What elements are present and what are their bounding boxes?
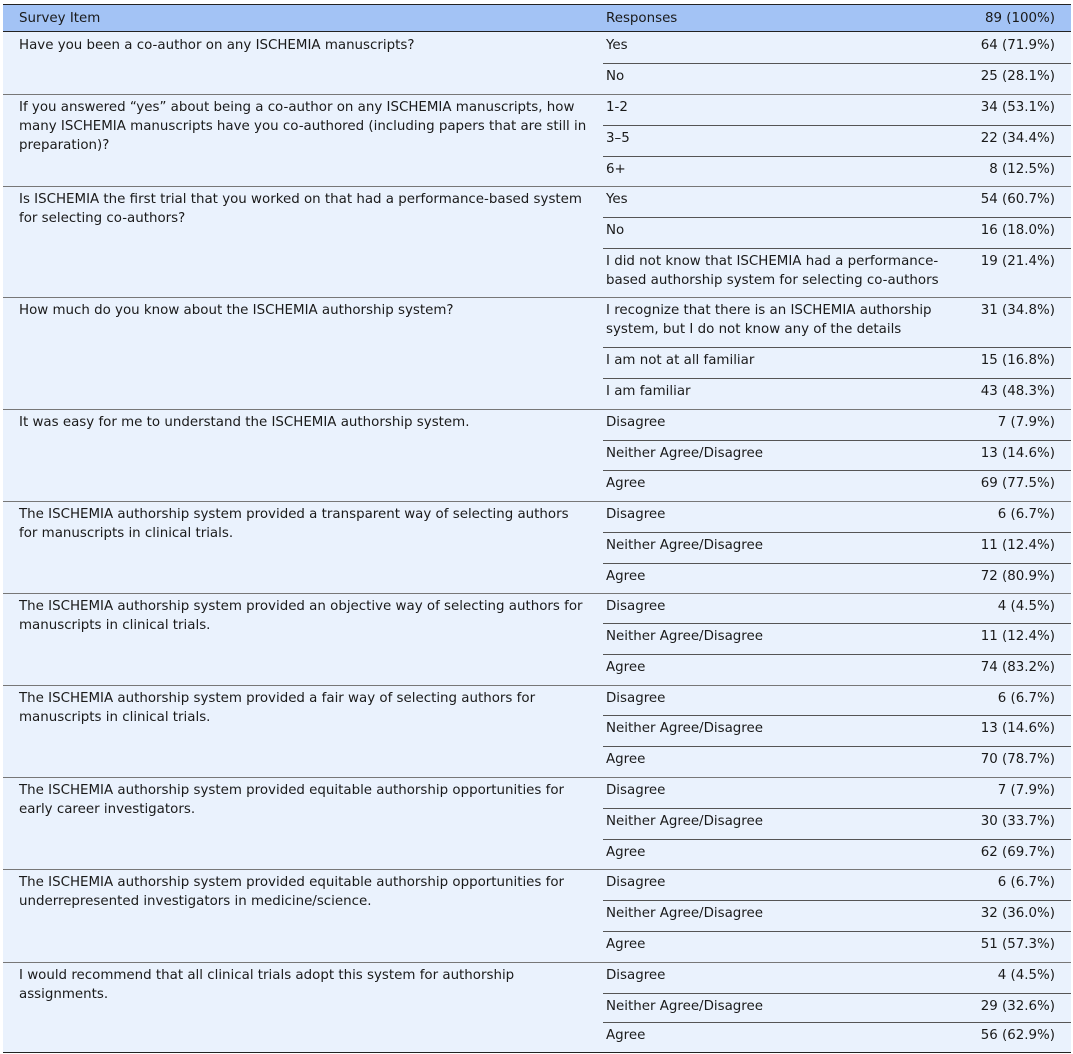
row-divider bbox=[603, 746, 1071, 747]
response-count: 62 (69.7%) bbox=[980, 845, 1055, 860]
response-count: 15 (16.8%) bbox=[980, 353, 1055, 368]
response-option: 3–5 bbox=[606, 131, 630, 146]
response-count: 13 (14.6%) bbox=[980, 446, 1055, 461]
table-header bbox=[3, 4, 1071, 32]
group-divider bbox=[3, 186, 1071, 187]
group-divider bbox=[3, 777, 1071, 778]
response-option: Neither Agree/Disagree bbox=[606, 906, 763, 921]
response-option: I am not at all familiar bbox=[606, 353, 755, 368]
response-count: 43 (48.3%) bbox=[980, 384, 1055, 399]
response-count: 6 (6.7%) bbox=[997, 691, 1055, 706]
response-count: 6 (6.7%) bbox=[997, 507, 1055, 522]
response-count: 51 (57.3%) bbox=[980, 937, 1055, 952]
response-option: Disagree bbox=[606, 875, 666, 890]
row-divider bbox=[603, 125, 1071, 126]
header-responses: Responses bbox=[606, 11, 678, 26]
response-option: Neither Agree/Disagree bbox=[606, 538, 763, 553]
response-option: Yes bbox=[606, 192, 628, 207]
response-count: 16 (18.0%) bbox=[980, 223, 1055, 238]
survey-question: The ISCHEMIA authorship system provided a transparent way of selecting authors for manuscripts in clinical trials. bbox=[19, 507, 569, 541]
survey-question: I would recommend that all clinical trials adopt this system for authorship assignments. bbox=[19, 968, 515, 1002]
response-count: 56 (62.9%) bbox=[980, 1028, 1055, 1043]
response-option: Agree bbox=[606, 476, 646, 491]
group-divider bbox=[3, 685, 1071, 686]
response-count: 64 (71.9%) bbox=[980, 38, 1055, 53]
response-count: 72 (80.9%) bbox=[980, 569, 1055, 584]
response-count: 11 (12.4%) bbox=[980, 629, 1055, 644]
response-option: Disagree bbox=[606, 599, 666, 614]
response-count: 7 (7.9%) bbox=[997, 783, 1055, 798]
row-divider bbox=[603, 563, 1071, 564]
group-divider bbox=[3, 94, 1071, 95]
header-total: 89 (100%) bbox=[984, 11, 1055, 26]
response-count: 4 (4.5%) bbox=[997, 599, 1055, 614]
response-count: 25 (28.1%) bbox=[980, 69, 1055, 84]
response-count: 30 (33.7%) bbox=[980, 814, 1055, 829]
row-divider bbox=[603, 808, 1071, 809]
response-option: Agree bbox=[606, 660, 646, 675]
row-divider bbox=[603, 839, 1071, 840]
response-count: 29 (32.6%) bbox=[980, 999, 1055, 1014]
response-option: Neither Agree/Disagree bbox=[606, 814, 763, 829]
group-divider bbox=[3, 869, 1071, 870]
response-option: Agree bbox=[606, 1028, 646, 1043]
row-divider bbox=[603, 532, 1071, 533]
row-divider bbox=[603, 440, 1071, 441]
row-divider bbox=[603, 217, 1071, 218]
response-count: 13 (14.6%) bbox=[980, 721, 1055, 736]
row-divider bbox=[603, 900, 1071, 901]
response-count: 6 (6.7%) bbox=[997, 875, 1055, 890]
survey-question: The ISCHEMIA authorship system provided an objective way of selecting authors for manuscripts in clinical trials. bbox=[19, 599, 583, 633]
response-option: Yes bbox=[606, 38, 628, 53]
response-option: I am familiar bbox=[606, 384, 691, 399]
response-count: 31 (34.8%) bbox=[980, 303, 1055, 318]
survey-question: Have you been a co-author on any ISCHEMIA manuscripts? bbox=[19, 38, 415, 53]
group-divider bbox=[3, 409, 1071, 410]
group-divider bbox=[3, 501, 1071, 502]
response-count: 11 (12.4%) bbox=[980, 538, 1055, 553]
response-count: 70 (78.7%) bbox=[980, 752, 1055, 767]
row-divider bbox=[603, 470, 1071, 471]
survey-question: The ISCHEMIA authorship system provided a fair way of selecting authors for manuscripts in clinical trials. bbox=[19, 691, 536, 725]
row-divider bbox=[603, 623, 1071, 624]
response-option: No bbox=[606, 69, 625, 84]
response-option: Neither Agree/Disagree bbox=[606, 629, 763, 644]
response-option: Agree bbox=[606, 937, 646, 952]
row-divider bbox=[603, 63, 1071, 64]
survey-question: It was easy for me to understand the ISCHEMIA authorship system. bbox=[19, 415, 470, 430]
response-option: No bbox=[606, 223, 625, 238]
group-divider bbox=[3, 593, 1071, 594]
row-divider bbox=[603, 378, 1071, 379]
response-count: 54 (60.7%) bbox=[980, 192, 1055, 207]
survey-question: The ISCHEMIA authorship system provided equitable authorship opportunities for underrepresented investigators in medicine/science. bbox=[19, 875, 565, 909]
survey-question: If you answered “yes” about being a co-author on any ISCHEMIA manuscripts, how many ISCHEMIA manuscripts have you co-authored (including papers that are still in preparation)? bbox=[19, 100, 587, 153]
group-divider bbox=[3, 962, 1071, 963]
response-option: Agree bbox=[606, 752, 646, 767]
response-option: Disagree bbox=[606, 968, 666, 983]
response-option: Disagree bbox=[606, 415, 666, 430]
response-option: 1-2 bbox=[606, 100, 628, 115]
response-option: Neither Agree/Disagree bbox=[606, 446, 763, 461]
response-option: Neither Agree/Disagree bbox=[606, 999, 763, 1014]
response-option: 6+ bbox=[606, 162, 626, 177]
header-survey-item: Survey Item bbox=[19, 11, 101, 26]
row-divider bbox=[603, 156, 1071, 157]
row-divider bbox=[603, 1022, 1071, 1023]
row-divider bbox=[603, 715, 1071, 716]
response-option: Neither Agree/Disagree bbox=[606, 721, 763, 736]
survey-question: Is ISCHEMIA the first trial that you worked on that had a performance-based system for selecting co-authors? bbox=[19, 192, 582, 226]
survey-table bbox=[3, 4, 1071, 1053]
table-bottom-rule bbox=[3, 1052, 1071, 1053]
response-option: Disagree bbox=[606, 691, 666, 706]
response-count: 19 (21.4%) bbox=[980, 254, 1055, 269]
response-count: 4 (4.5%) bbox=[997, 968, 1055, 983]
response-option: I recognize that there is an ISCHEMIA authorship system, but I do not know any of the details bbox=[606, 303, 932, 337]
response-count: 22 (34.4%) bbox=[980, 131, 1055, 146]
response-count: 69 (77.5%) bbox=[980, 476, 1055, 491]
row-divider bbox=[603, 347, 1071, 348]
response-option: Agree bbox=[606, 845, 646, 860]
row-divider bbox=[603, 248, 1071, 249]
response-option: Disagree bbox=[606, 507, 666, 522]
response-count: 8 (12.5%) bbox=[989, 162, 1055, 177]
survey-question: How much do you know about the ISCHEMIA authorship system? bbox=[19, 303, 454, 318]
response-count: 74 (83.2%) bbox=[980, 660, 1055, 675]
group-divider bbox=[3, 297, 1071, 298]
row-divider bbox=[603, 931, 1071, 932]
row-divider bbox=[603, 993, 1071, 994]
response-count: 32 (36.0%) bbox=[980, 906, 1055, 921]
row-divider bbox=[603, 654, 1071, 655]
response-option: Agree bbox=[606, 569, 646, 584]
response-count: 7 (7.9%) bbox=[997, 415, 1055, 430]
response-count: 34 (53.1%) bbox=[980, 100, 1055, 115]
response-option: I did not know that ISCHEMIA had a performance-based authorship system for selecting co-authors bbox=[606, 254, 939, 288]
survey-question: The ISCHEMIA authorship system provided equitable authorship opportunities for early career investigators. bbox=[19, 783, 565, 817]
response-option: Disagree bbox=[606, 783, 666, 798]
